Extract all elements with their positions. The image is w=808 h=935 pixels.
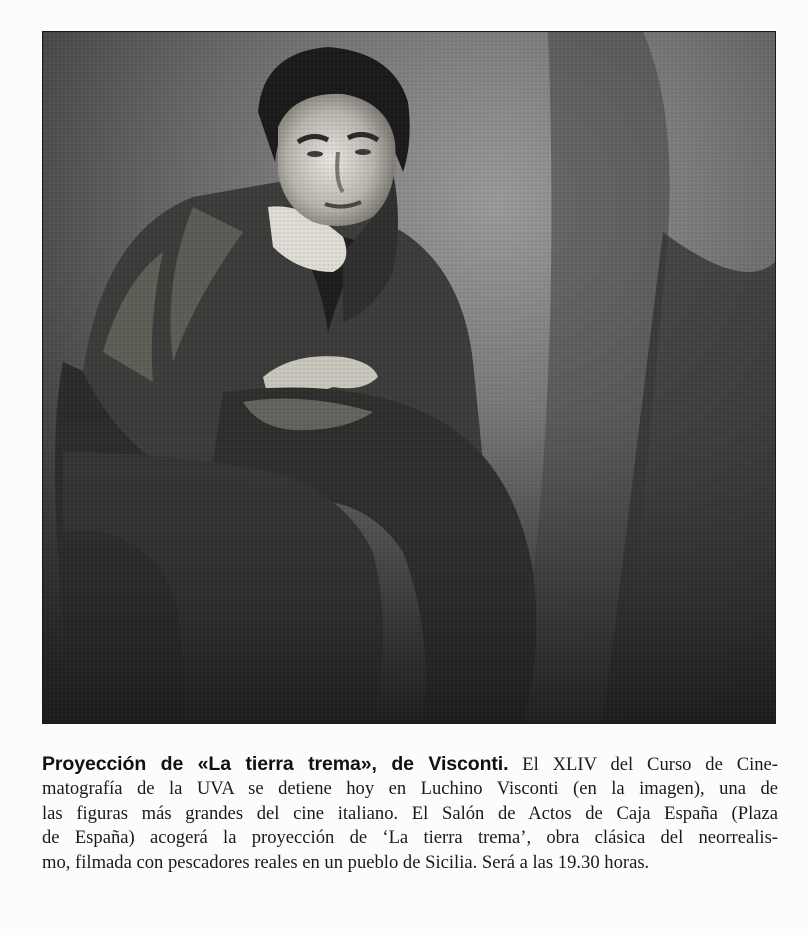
photograph-visconti bbox=[42, 31, 776, 724]
caption-line-1 bbox=[42, 752, 778, 777]
caption-line-3: las figuras más grandes del cine italiano. El Salón de Actos de Caja España (Plaza bbox=[42, 802, 778, 824]
caption-line-4: de España) acogerá la proyección de ‘La tierra trema’, obra clásica del neorrealis- bbox=[42, 827, 778, 849]
caption-headline: Proyección de «La tierra trema», de Visconti. bbox=[42, 753, 509, 775]
caption-text: El XLIV del Curso de Cine- bbox=[508, 754, 778, 775]
caption-line-2: matografía de la UVA se detiene hoy en Luchino Visconti (en la imagen), una de bbox=[42, 778, 778, 800]
photo-caption bbox=[42, 752, 778, 875]
photo-illustration bbox=[43, 32, 775, 723]
caption-line-5: mo, filmada con pescadores reales en un pueblo de Sicilia. Será a las 19.30 horas. bbox=[42, 851, 650, 873]
